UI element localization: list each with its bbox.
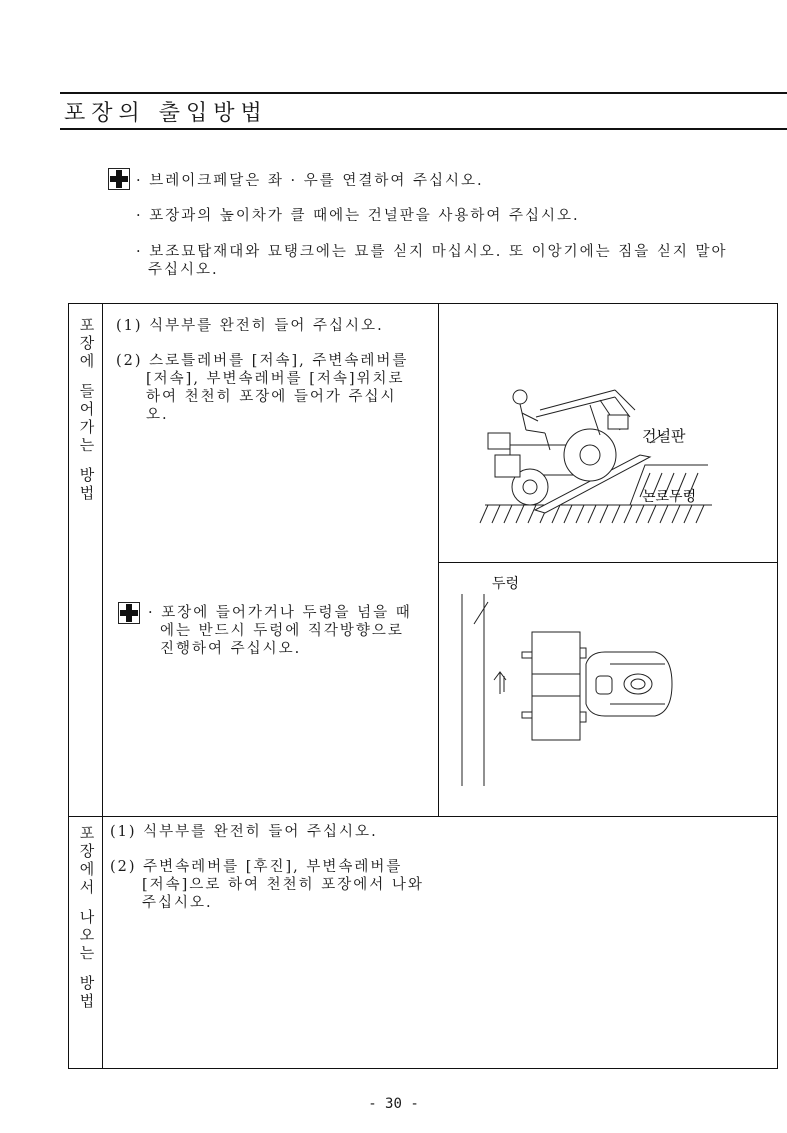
caution-line-1: · 포장에 들어가거나 두렁을 넘을 때 bbox=[148, 605, 412, 621]
ground-hatch bbox=[480, 505, 704, 523]
figure-divider bbox=[438, 562, 778, 563]
enter-step-1: (1) 식부부를 완전히 들어 주십시오. bbox=[116, 318, 384, 334]
header-bottom-rule bbox=[60, 128, 787, 130]
note-2: · 포장과의 높이차가 클 때에는 건널판을 사용하여 주십시오. bbox=[136, 208, 580, 224]
text-figure-divider bbox=[438, 303, 439, 816]
enter-section-heading: 포 장 에 들 어 가 는 방 법 bbox=[79, 316, 95, 502]
figure-plank-illustration bbox=[440, 305, 776, 561]
table-bottom-border bbox=[68, 1068, 778, 1069]
exit-step-2-line-3: 주십시오. bbox=[142, 895, 213, 911]
ridge-label-1: 논로두렁 bbox=[642, 489, 697, 505]
table-right-border bbox=[777, 303, 778, 1069]
heading-column-divider bbox=[102, 303, 103, 1069]
exit-section-heading: 포 장 에 서 나 오 는 방 법 bbox=[79, 824, 95, 1010]
table-top-border bbox=[68, 303, 778, 304]
caution-line-3: 진행하여 주십시오. bbox=[160, 641, 302, 657]
exit-step-2-line-1: (2) 주변속레버를 [후진], 부변속레버를 bbox=[110, 859, 403, 875]
caution-icon bbox=[108, 168, 130, 190]
exit-step-1: (1) 식부부를 완전히 들어 주십시오. bbox=[110, 824, 378, 840]
enter-step-2-line-2: [저속], 부변속레버를 [저속]위치로 bbox=[146, 371, 405, 387]
plank-label: 건널판 bbox=[642, 427, 686, 445]
page-title: 포장의 출입방법 bbox=[64, 101, 268, 126]
table-left-border bbox=[68, 303, 69, 1069]
ridge-label-2: 두렁 bbox=[492, 576, 520, 592]
figure-ridge-top-view bbox=[440, 564, 776, 814]
caution-icon bbox=[118, 602, 140, 624]
note-3-cont: 주십시오. bbox=[148, 262, 219, 278]
caution-line-2: 에는 반드시 두렁에 직각방향으로 bbox=[160, 623, 404, 639]
enter-step-2-line-3: 하여 천천히 포장에 들어가 주십시 bbox=[146, 389, 397, 405]
header-top-rule bbox=[60, 92, 787, 94]
section-divider bbox=[68, 816, 778, 817]
note-1: · 브레이크페달은 좌 · 우를 연결하여 주십시오. bbox=[136, 173, 484, 189]
exit-step-2-line-2: [저속]으로 하여 천천히 포장에서 나와 bbox=[142, 877, 424, 893]
enter-step-2-line-1: (2) 스로틀레버를 [저속], 주변속레버를 bbox=[116, 353, 409, 369]
note-3: · 보조묘탑재대와 묘탱크에는 묘를 싣지 마십시오. 또 이앙기에는 짐을 싣지 말아 bbox=[136, 244, 728, 260]
page-number: - 30 - bbox=[368, 1096, 419, 1112]
enter-step-2-line-4: 오. bbox=[146, 407, 169, 423]
